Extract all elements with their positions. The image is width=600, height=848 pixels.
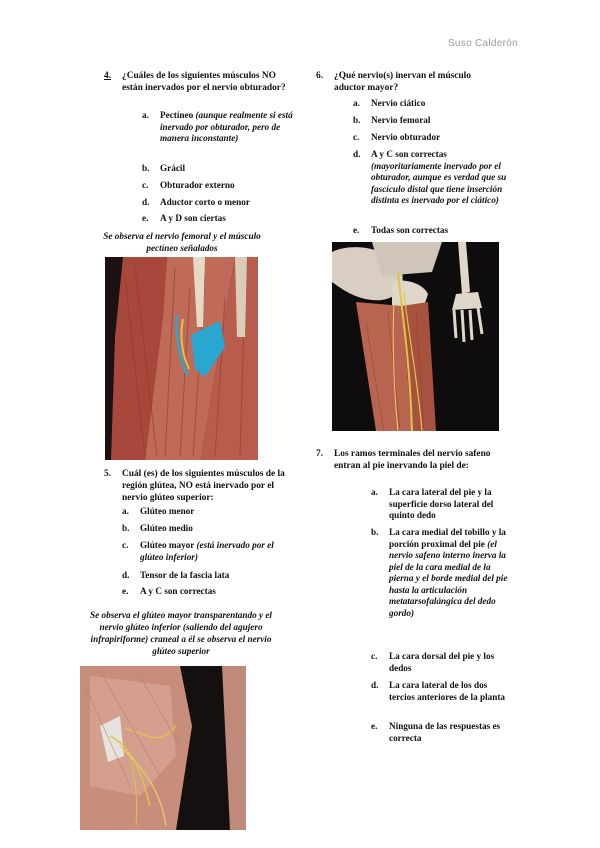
question-number: 6. xyxy=(316,71,324,81)
question-text: Cuál (es) de los siguientes músculos de la región glútea, NO está inervado por el nervio glúteo superior: xyxy=(122,469,285,503)
thigh-anatomy-figure xyxy=(105,257,258,460)
question-number: 4. xyxy=(104,71,112,81)
question-number: 5. xyxy=(104,469,112,479)
author-header: Suso Calderón xyxy=(447,38,518,49)
q5-caption: Se observa el glúteo mayor transparentando y el nervio glúteo inferior (saliendo del agujero infrapiriforme) craneal a él se observa el nervio glúteo superior xyxy=(90,610,272,656)
question-text: ¿Qué nervio(s) inervan el músculo aductor mayor? xyxy=(334,71,471,93)
q4-caption: Se observa el nervio femoral y el músculo pectíneo señalados xyxy=(103,231,261,253)
gluteal-anatomy-figure xyxy=(80,666,246,830)
question-number: 7. xyxy=(316,449,324,459)
question-text: ¿Cuáles de los siguientes músculos NO están inervados por el nervio obturador? xyxy=(122,71,286,93)
question-text: Los ramos terminales del nervio safeno entran al pie inervando la piel de: xyxy=(334,449,491,471)
adductor-anatomy-figure xyxy=(332,242,499,431)
